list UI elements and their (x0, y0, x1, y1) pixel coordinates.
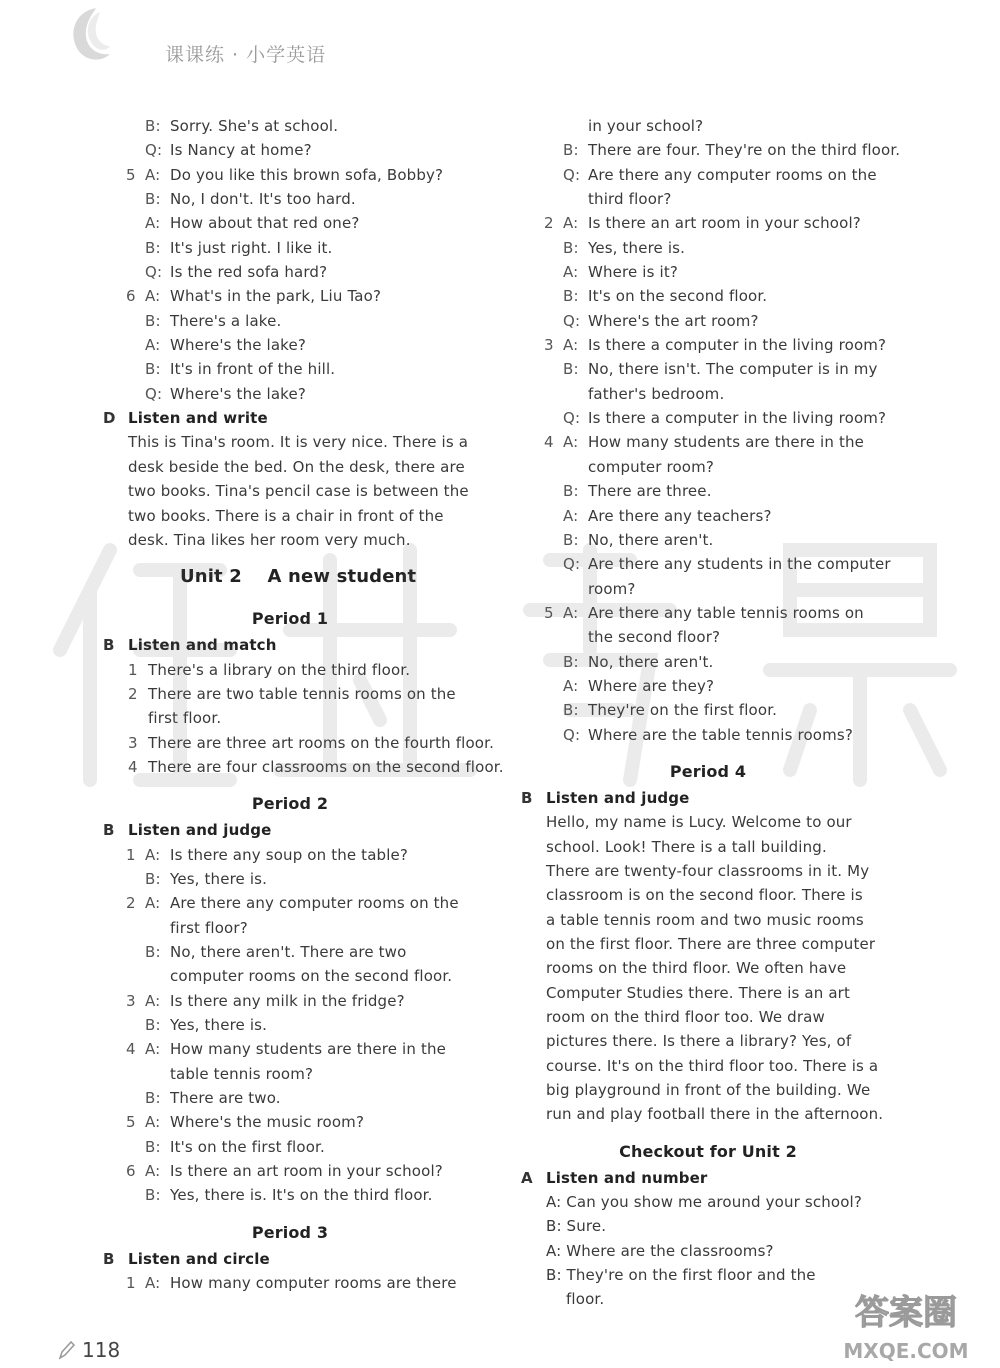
paragraph-text: a table tennis room and two music rooms (546, 910, 864, 929)
period-title: Period 1 (251, 609, 329, 629)
text-line (518, 479, 898, 503)
text-line (100, 187, 480, 211)
text-line (100, 989, 480, 1013)
paragraph-text: Computer Studies there. There is an art (546, 983, 851, 1002)
dialogue-text: Sorry. She's at school. (170, 117, 339, 135)
speaker-label: A: (145, 1274, 161, 1293)
dialogue-text: It's just right. I like it. (170, 238, 333, 257)
sentence-text: There are three art rooms on the fourth floor. (148, 733, 494, 752)
text-line (100, 236, 480, 260)
right-column (518, 114, 901, 1312)
text-line (100, 916, 480, 940)
text-line (100, 430, 480, 454)
text-line (518, 698, 898, 722)
text-line (518, 981, 898, 1005)
speaker-label: B: (145, 869, 161, 888)
speaker-label: B: (145, 238, 161, 257)
period-title: Checkout for Unit 2 (619, 1141, 797, 1161)
speaker-label: A: (563, 506, 579, 525)
text-line (518, 883, 898, 907)
text-line (100, 706, 480, 730)
section-title: Listen and judge (128, 821, 272, 840)
text-line (518, 601, 898, 625)
paragraph-text: classroom is on the second floor. There is (546, 886, 863, 905)
dialogue-text: Are there any students in the computer (588, 555, 891, 574)
paragraph-text: There are twenty-four classrooms in it. My (546, 861, 870, 880)
speaker-label: B: (145, 190, 161, 209)
speaker-label: B: (563, 238, 579, 257)
dialogue-text: No, there isn't. The computer is in my (588, 360, 878, 379)
dialogue-text: Is there a computer in the living room? (588, 409, 887, 428)
dialogue-text: Are there any computer rooms on the (170, 894, 459, 913)
text-line (100, 843, 480, 867)
speaker-label: Q: (145, 384, 163, 403)
paragraph-text: two books. There is a chair in front of the (128, 506, 444, 525)
paragraph-text: school. Look! There is a tall building. (546, 837, 827, 856)
item-number: 4 (126, 1040, 136, 1059)
text-line (518, 260, 898, 284)
paragraph-text: desk. Tina likes her room very much. (128, 530, 411, 549)
text-line (100, 1135, 480, 1159)
speaker-label: B: (145, 1137, 161, 1156)
text-line (518, 187, 898, 211)
dialogue-text: Where's the music room? (170, 1113, 365, 1132)
text-line (518, 1214, 898, 1238)
text-line (518, 430, 898, 454)
section-title: Listen and judge (546, 788, 690, 807)
section-title: Listen and match (128, 636, 277, 655)
speaker-label: B: (145, 942, 161, 961)
dialogue-text: Is there a computer in the living room? (588, 336, 887, 355)
text-line (518, 552, 898, 576)
text-line (100, 964, 480, 988)
sentence-text: first floor. (148, 709, 222, 728)
dialogue-text: Is the red sofa hard? (170, 263, 328, 282)
text-line (100, 479, 480, 503)
section-title: Listen and write (128, 409, 268, 428)
section-letter: B (103, 1249, 115, 1268)
dialogue-text: How many students are there in the (588, 433, 865, 452)
text-line (518, 504, 898, 528)
dialogue-text: computer room? (588, 457, 714, 476)
text-line (100, 504, 480, 528)
dialogue-text: Where's the lake? (170, 384, 306, 403)
item-number: 2 (126, 894, 136, 913)
svg-text:答案圈: 答案圈 (855, 1293, 957, 1333)
speaker-label: A: (145, 336, 161, 355)
text-line (100, 731, 494, 755)
text-line (100, 455, 480, 479)
dialogue-text: Yes, there is. (588, 238, 686, 257)
speaker-label: B: (563, 360, 579, 379)
unit-title: Unit 2 A new student (180, 566, 417, 588)
speaker-label: B: (145, 117, 161, 135)
paragraph-text: course. It's on the third floor too. There is a (546, 1056, 879, 1075)
text-line (518, 1102, 898, 1126)
header-logo (66, 6, 112, 64)
text-line (518, 908, 898, 932)
text-line (100, 333, 480, 357)
speaker-label: A: (563, 263, 579, 282)
period-title: Period 2 (251, 794, 329, 814)
period-title: Period 3 (251, 1222, 329, 1242)
period-heading (518, 1137, 898, 1166)
sentence-text: There are two table tennis rooms on the (148, 684, 456, 703)
period-title: Period 4 (669, 761, 747, 781)
dialogue-text: Are there any computer rooms on the (588, 165, 877, 184)
dialogue-text: There are two. (170, 1089, 281, 1108)
text-line (100, 1271, 480, 1295)
section-heading (100, 818, 480, 842)
text-line (100, 755, 504, 779)
speaker-label: Q: (563, 409, 581, 428)
paragraph-text: pictures there. Is there a library? Yes, of (546, 1032, 852, 1051)
dialogue-text: room? (588, 579, 636, 598)
item-number: 4 (128, 757, 138, 776)
speaker-label: A: (563, 336, 579, 355)
period-heading (100, 1218, 480, 1247)
speaker-label: A: (145, 1113, 161, 1132)
item-number: 5 (126, 1113, 136, 1132)
dialogue-text: Where are the table tennis rooms? (588, 725, 853, 744)
paragraph-text: A: Can you show me around your school? (546, 1193, 862, 1212)
text-line (100, 1037, 480, 1061)
text-line (100, 1013, 480, 1037)
dialogue-text: How many students are there in the (170, 1040, 447, 1059)
speaker-label: Q: (563, 725, 581, 744)
spacer (518, 1127, 898, 1137)
speaker-label: B: (145, 360, 161, 379)
paragraph-text: This is Tina's room. It is very nice. There is a (128, 433, 469, 452)
section-title: Listen and circle (128, 1249, 270, 1268)
item-number: 6 (126, 1162, 136, 1181)
dialogue-text: Is there any milk in the fridge? (170, 991, 405, 1010)
page-number: 118 (82, 1338, 121, 1362)
period-heading (100, 789, 480, 818)
speaker-label: A: (145, 287, 161, 306)
speaker-label: A: (145, 991, 161, 1010)
text-line (518, 650, 898, 674)
dialogue-text: It's on the first floor. (170, 1137, 325, 1156)
paragraph-text: room on the third floor too. We draw (546, 1008, 825, 1027)
text-line (100, 891, 480, 915)
text-line (518, 810, 898, 834)
period-heading (518, 757, 898, 786)
section-heading (100, 406, 480, 430)
sentence-text: There's a library on the third floor. (148, 660, 411, 679)
dialogue-text: No, there aren't. (588, 530, 714, 549)
speaker-label: Q: (563, 311, 581, 330)
text-line (518, 163, 898, 187)
text-line (518, 528, 898, 552)
item-number: 3 (544, 336, 554, 355)
dialogue-text: Are there any teachers? (588, 506, 772, 525)
dialogue-text: Where are they? (588, 676, 715, 695)
item-number: 3 (128, 733, 138, 752)
text-line (100, 1086, 480, 1110)
paragraph-text: big playground in front of the building. We (546, 1081, 871, 1100)
speaker-label: Q: (563, 555, 581, 574)
text-line (518, 577, 898, 601)
text-line (518, 114, 898, 138)
speaker-label: B: (563, 652, 579, 671)
header-title: 课课练 · 小学英语 (165, 44, 327, 66)
paragraph-text: B: They're on the first floor and the (546, 1266, 816, 1285)
dialogue-text: No, I don't. It's too hard. (170, 190, 356, 209)
text-line (100, 309, 480, 333)
speaker-label: B: (145, 1186, 161, 1205)
paragraph-text: two books. Tina's pencil case is between the (128, 482, 469, 501)
dialogue-text: third floor? (588, 190, 672, 209)
spacer (100, 552, 480, 562)
pencil-icon (58, 1340, 76, 1360)
speaker-label: A: (563, 603, 579, 622)
section-heading (100, 633, 480, 657)
text-line (518, 1005, 898, 1029)
item-number: 1 (128, 660, 138, 679)
text-line (100, 211, 480, 235)
text-line (518, 956, 898, 980)
dialogue-text: Is Nancy at home? (170, 141, 312, 160)
dialogue-text: Is there any soup on the table? (170, 845, 409, 864)
text-line (518, 859, 898, 883)
section-title: Listen and number (546, 1168, 708, 1187)
speaker-label: Q: (145, 141, 163, 160)
item-number: 1 (126, 845, 136, 864)
text-line (518, 723, 898, 747)
speaker-label: Q: (563, 165, 581, 184)
dialogue-text: table tennis room? (170, 1064, 314, 1083)
speaker-label: A: (145, 165, 161, 184)
item-number: 5 (126, 165, 136, 184)
dialogue-text: No, there aren't. (588, 652, 714, 671)
speaker-label: A: (145, 894, 161, 913)
speaker-label: A: (563, 676, 579, 695)
speaker-label: B: (563, 287, 579, 306)
text-line (518, 309, 898, 333)
speaker-label: B: (145, 1089, 161, 1108)
dialogue-text: It's on the second floor. (588, 287, 768, 306)
text-line (100, 867, 480, 891)
section-letter: B (103, 636, 115, 655)
text-line (100, 940, 480, 964)
paragraph-text: rooms on the third floor. We often have (546, 959, 847, 978)
text-line (100, 260, 480, 284)
dialogue-text: Is there an art room in your school? (588, 214, 861, 233)
text-line (518, 835, 898, 859)
text-line (100, 528, 480, 552)
dialogue-text: How many computer rooms are there (170, 1274, 457, 1293)
text-line (518, 138, 901, 162)
text-line (100, 138, 480, 162)
speaker-label: A: (563, 214, 579, 233)
dialogue-text: There are four. They're on the third floor. (588, 141, 901, 160)
text-line (518, 357, 898, 381)
speaker-label: B: (145, 1016, 161, 1034)
speaker-label: A: (563, 433, 579, 452)
text-line (100, 682, 480, 706)
item-number: 6 (126, 287, 136, 306)
speaker-label: Q: (145, 263, 163, 282)
sentence-text: There are four classrooms on the second floor. (148, 757, 504, 776)
text-line (518, 1239, 898, 1263)
section-heading (518, 1166, 898, 1190)
section-heading (100, 1247, 480, 1271)
dialogue-text: There's a lake. (170, 311, 282, 330)
dialogue-text: They're on the first floor. (588, 701, 778, 720)
spacer (518, 747, 898, 757)
text-line (518, 1054, 898, 1078)
item-number: 3 (126, 991, 136, 1010)
dialogue-text: Yes, there is. (170, 1016, 268, 1034)
dialogue-text: What's in the park, Liu Tao? (170, 287, 382, 306)
period-heading (100, 604, 480, 633)
dialogue-text: Where is it? (588, 263, 678, 282)
dialogue-text: first floor? (170, 918, 248, 937)
text-line (100, 163, 480, 187)
text-line (518, 1190, 898, 1214)
text-line (100, 284, 480, 308)
spacer (100, 592, 480, 604)
dialogue-text: Yes, there is. (170, 869, 268, 888)
text-line (100, 357, 480, 381)
section-letter: B (103, 821, 115, 840)
item-number: 2 (544, 214, 554, 233)
text-line (100, 114, 480, 138)
text-line (100, 1183, 480, 1207)
section-letter: D (103, 409, 116, 428)
text-line (518, 333, 898, 357)
text-line (518, 406, 898, 430)
svg-text:MXQE.COM: MXQE.COM (843, 1339, 969, 1363)
item-number: 5 (544, 603, 554, 622)
text-line (518, 382, 898, 406)
dialogue-text: Are there any table tennis rooms on (588, 603, 864, 622)
spacer (100, 1208, 480, 1218)
text-line (518, 625, 898, 649)
text-line (100, 382, 480, 406)
speaker-label: A: (145, 1162, 161, 1181)
left-column (100, 114, 504, 1295)
speaker-label: B: (563, 141, 579, 160)
speaker-label: B: (563, 530, 579, 549)
dialogue-text: Yes, there is. It's on the third floor. (170, 1186, 433, 1205)
item-number: 2 (128, 684, 138, 703)
paragraph-text: desk beside the bed. On the desk, there are (128, 457, 465, 476)
text-line (518, 284, 898, 308)
dialogue-text: There are three. (588, 482, 712, 501)
text-line (518, 236, 898, 260)
text-line (518, 211, 898, 235)
item-number: 4 (544, 433, 554, 452)
dialogue-text: No, there aren't. There are two (170, 942, 407, 961)
section-heading (518, 786, 898, 810)
speaker-label: B: (145, 311, 161, 330)
paragraph-text: run and play football there in the afternoon. (546, 1105, 884, 1124)
text-line (100, 1159, 480, 1183)
dialogue-text: computer rooms on the second floor. (170, 967, 453, 986)
text-line (518, 674, 898, 698)
text-line (100, 658, 480, 682)
dialogue-text: Where's the lake? (170, 336, 306, 355)
dialogue-text: Do you like this brown sofa, Bobby? (170, 165, 444, 184)
text-line (518, 1078, 898, 1102)
text-line (518, 455, 898, 479)
section-letter: B (521, 788, 533, 807)
dialogue-text: Is there an art room in your school? (170, 1162, 443, 1181)
speaker-label: B: (563, 482, 579, 501)
speaker-label: A: (145, 214, 161, 233)
paragraph-text: B: Sure. (546, 1217, 607, 1236)
text-line (100, 1110, 480, 1134)
sentence-text: floor. (566, 1290, 605, 1309)
speaker-label: B: (563, 701, 579, 720)
dialogue-text: the second floor? (588, 628, 721, 647)
paragraph-text: on the first floor. There are three computer (546, 935, 876, 953)
speaker-label: A: (145, 845, 161, 864)
speaker-label: A: (145, 1040, 161, 1059)
text-line (518, 932, 898, 956)
dialogue-text: in your school? (588, 117, 704, 135)
paragraph-text: Hello, my name is Lucy. Welcome to our (546, 813, 852, 832)
item-number: 1 (126, 1274, 136, 1293)
dialogue-text: father's bedroom. (588, 384, 725, 403)
dialogue-text: It's in front of the hill. (170, 360, 336, 379)
text-line (100, 1062, 480, 1086)
dialogue-text: How about that red one? (170, 214, 360, 233)
unit-heading (100, 562, 480, 592)
paragraph-text: A: Where are the classrooms? (546, 1241, 774, 1260)
section-letter: A (521, 1168, 533, 1187)
dialogue-text: Where's the art room? (588, 311, 759, 330)
text-line (518, 1029, 898, 1053)
spacer (100, 779, 480, 789)
site-watermark-logo (818, 1280, 994, 1364)
